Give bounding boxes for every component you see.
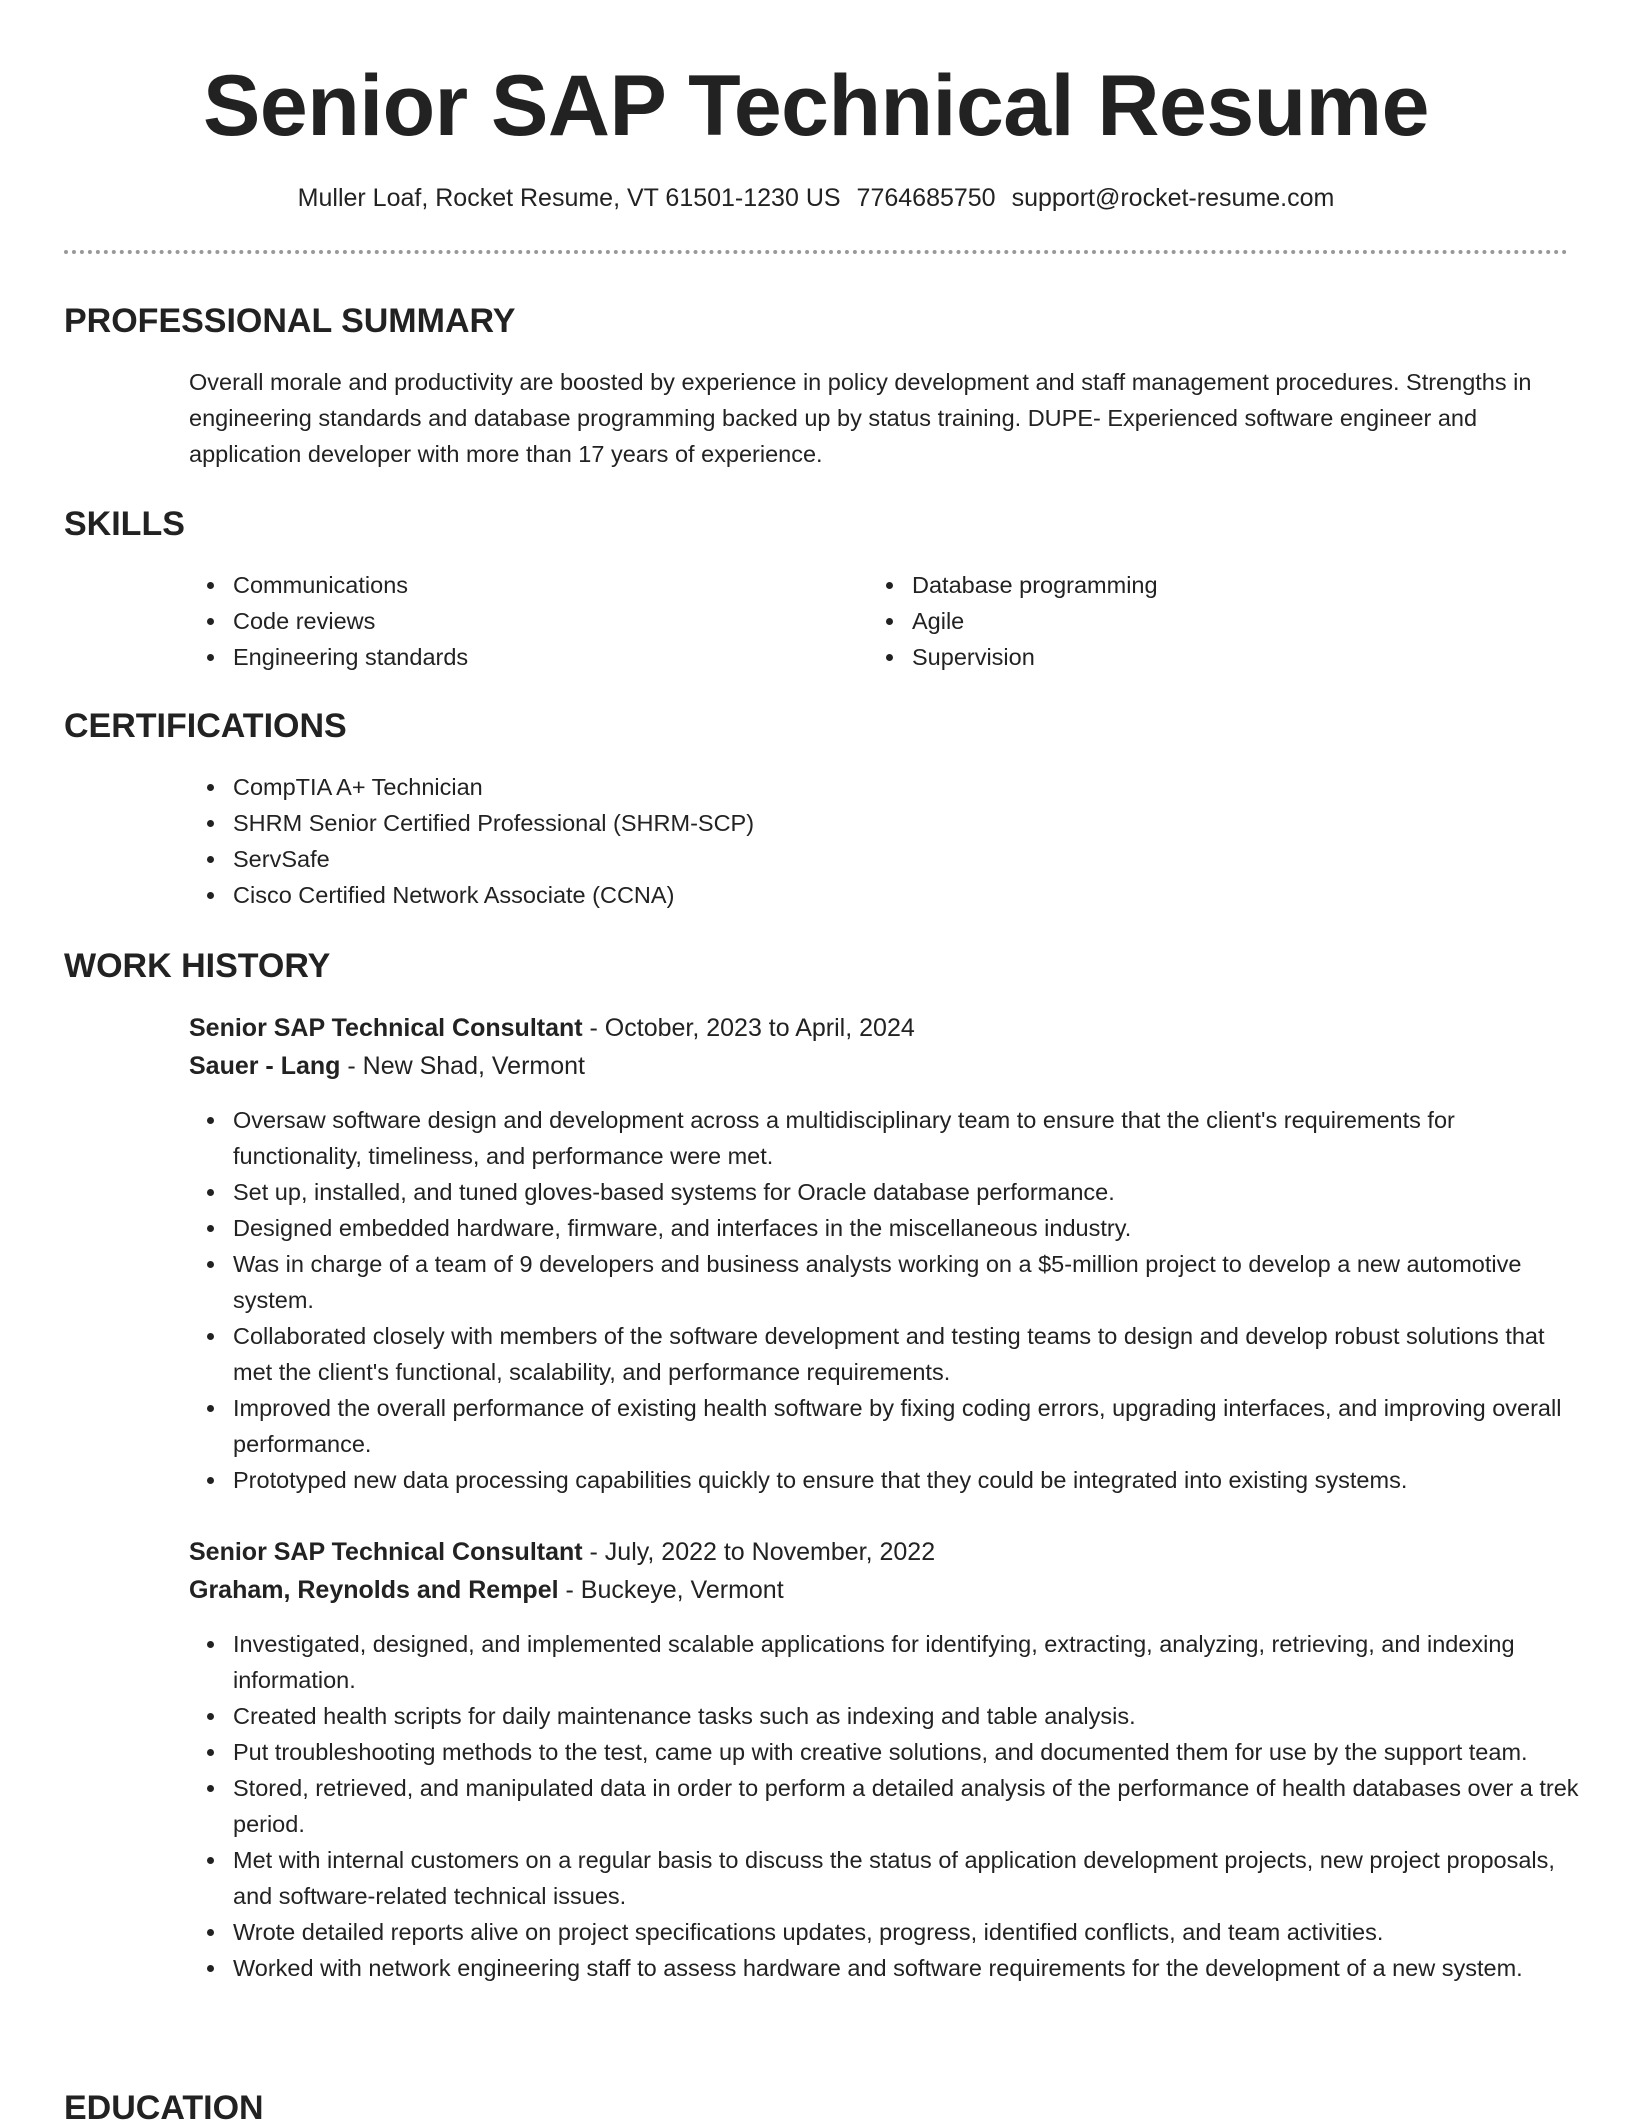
job-dates: - October, 2023 to April, 2024: [582, 1014, 915, 1042]
job-bullet: Put troubleshooting methods to the test, came up with creative solutions, and documented them for use by the support team.: [189, 1734, 1579, 1770]
job-company-line: [189, 1571, 784, 1609]
work-history-heading: WORK HISTORY: [64, 947, 331, 985]
contact-address: Muller Loaf, Rocket Resume, VT 61501-1230 US: [297, 184, 841, 212]
skills-list-right: [868, 567, 1548, 675]
job-bullet: Worked with network engineering staff to assess hardware and software requirements for the development of a new system.: [189, 1950, 1579, 1986]
job-bullet: Wrote detailed reports alive on project specifications updates, progress, identified conflicts, and team activities.: [189, 1914, 1579, 1950]
certification-item: SHRM Senior Certified Professional (SHRM-SCP): [189, 805, 1569, 841]
job-title: Senior SAP Technical Consultant: [189, 1538, 583, 1566]
header-divider: [64, 250, 1568, 254]
job-title: Senior SAP Technical Consultant: [189, 1014, 583, 1042]
job-dates: - July, 2022 to November, 2022: [582, 1538, 936, 1566]
contact-phone: 7764685750: [856, 184, 996, 212]
skill-item: Supervision: [868, 639, 1548, 675]
contact-line: [0, 181, 1632, 215]
job-bullet: Designed embedded hardware, firmware, and interfaces in the miscellaneous industry.: [189, 1210, 1579, 1246]
job-bullet: Prototyped new data processing capabilities quickly to ensure that they could be integrated into existing systems.: [189, 1462, 1579, 1498]
job-title-line: [189, 1533, 935, 1571]
job-bullet: Set up, installed, and tuned gloves-based systems for Oracle database performance.: [189, 1174, 1579, 1210]
skill-item: Code reviews: [189, 603, 809, 639]
resume-title: Senior SAP Technical Resume: [203, 58, 1429, 154]
job-bullets: [189, 1102, 1579, 1498]
job-title-line: [189, 1009, 915, 1047]
job-bullet: Oversaw software design and development across a multidisciplinary team to ensure that the client's requirements for functionality, timeliness, and performance were met.: [189, 1102, 1579, 1174]
summary-heading: PROFESSIONAL SUMMARY: [64, 302, 516, 340]
skills-list-left: [189, 567, 809, 675]
job-bullet: Met with internal customers on a regular basis to discuss the status of application development projects, new project proposals, and software-related technical issues.: [189, 1842, 1579, 1914]
job-bullet: Created health scripts for daily maintenance tasks such as indexing and table analysis.: [189, 1698, 1579, 1734]
job-location: - Buckeye, Vermont: [558, 1576, 784, 1604]
job-location: - New Shad, Vermont: [340, 1052, 585, 1080]
job-company: Graham, Reynolds and Rempel: [189, 1576, 559, 1604]
certification-item: Cisco Certified Network Associate (CCNA): [189, 877, 1569, 913]
job-bullet: Collaborated closely with members of the software development and testing teams to design and develop robust solutions that met the client's functional, scalability, and performance requirements.: [189, 1318, 1579, 1390]
job-company-line: [189, 1047, 585, 1085]
certification-item: ServSafe: [189, 841, 1569, 877]
skill-item: Engineering standards: [189, 639, 809, 675]
contact-email: support@rocket-resume.com: [1011, 184, 1335, 212]
job-company: Sauer - Lang: [189, 1052, 341, 1080]
certification-item: CompTIA A+ Technician: [189, 769, 1569, 805]
job-bullets: [189, 1626, 1579, 1986]
job-bullet: Improved the overall performance of existing health software by fixing coding errors, upgrading interfaces, and improving overall performance.: [189, 1390, 1579, 1462]
job-bullet: Was in charge of a team of 9 developers and business analysts working on a $5-million project to develop a new automotive system.: [189, 1246, 1579, 1318]
job-bullet: Investigated, designed, and implemented scalable applications for identifying, extracting, analyzing, retrieving, and indexing information.: [189, 1626, 1579, 1698]
education-heading: EDUCATION: [64, 2089, 264, 2127]
certifications-list: [189, 769, 1569, 913]
summary-text: Overall morale and productivity are boosted by experience in policy development and staff management procedures. Strengths in engineering standards and database programming backed up by status training. DUPE- Experienced software engineer and application developer with more than 17 years of experience.: [189, 369, 1532, 467]
skills-heading: SKILLS: [64, 505, 185, 543]
certifications-heading: CERTIFICATIONS: [64, 707, 347, 745]
job-bullet: Stored, retrieved, and manipulated data in order to perform a detailed analysis of the performance of health databases over a trek period.: [189, 1770, 1579, 1842]
skill-item: Communications: [189, 567, 809, 603]
skill-item: Database programming: [868, 567, 1548, 603]
skill-item: Agile: [868, 603, 1548, 639]
